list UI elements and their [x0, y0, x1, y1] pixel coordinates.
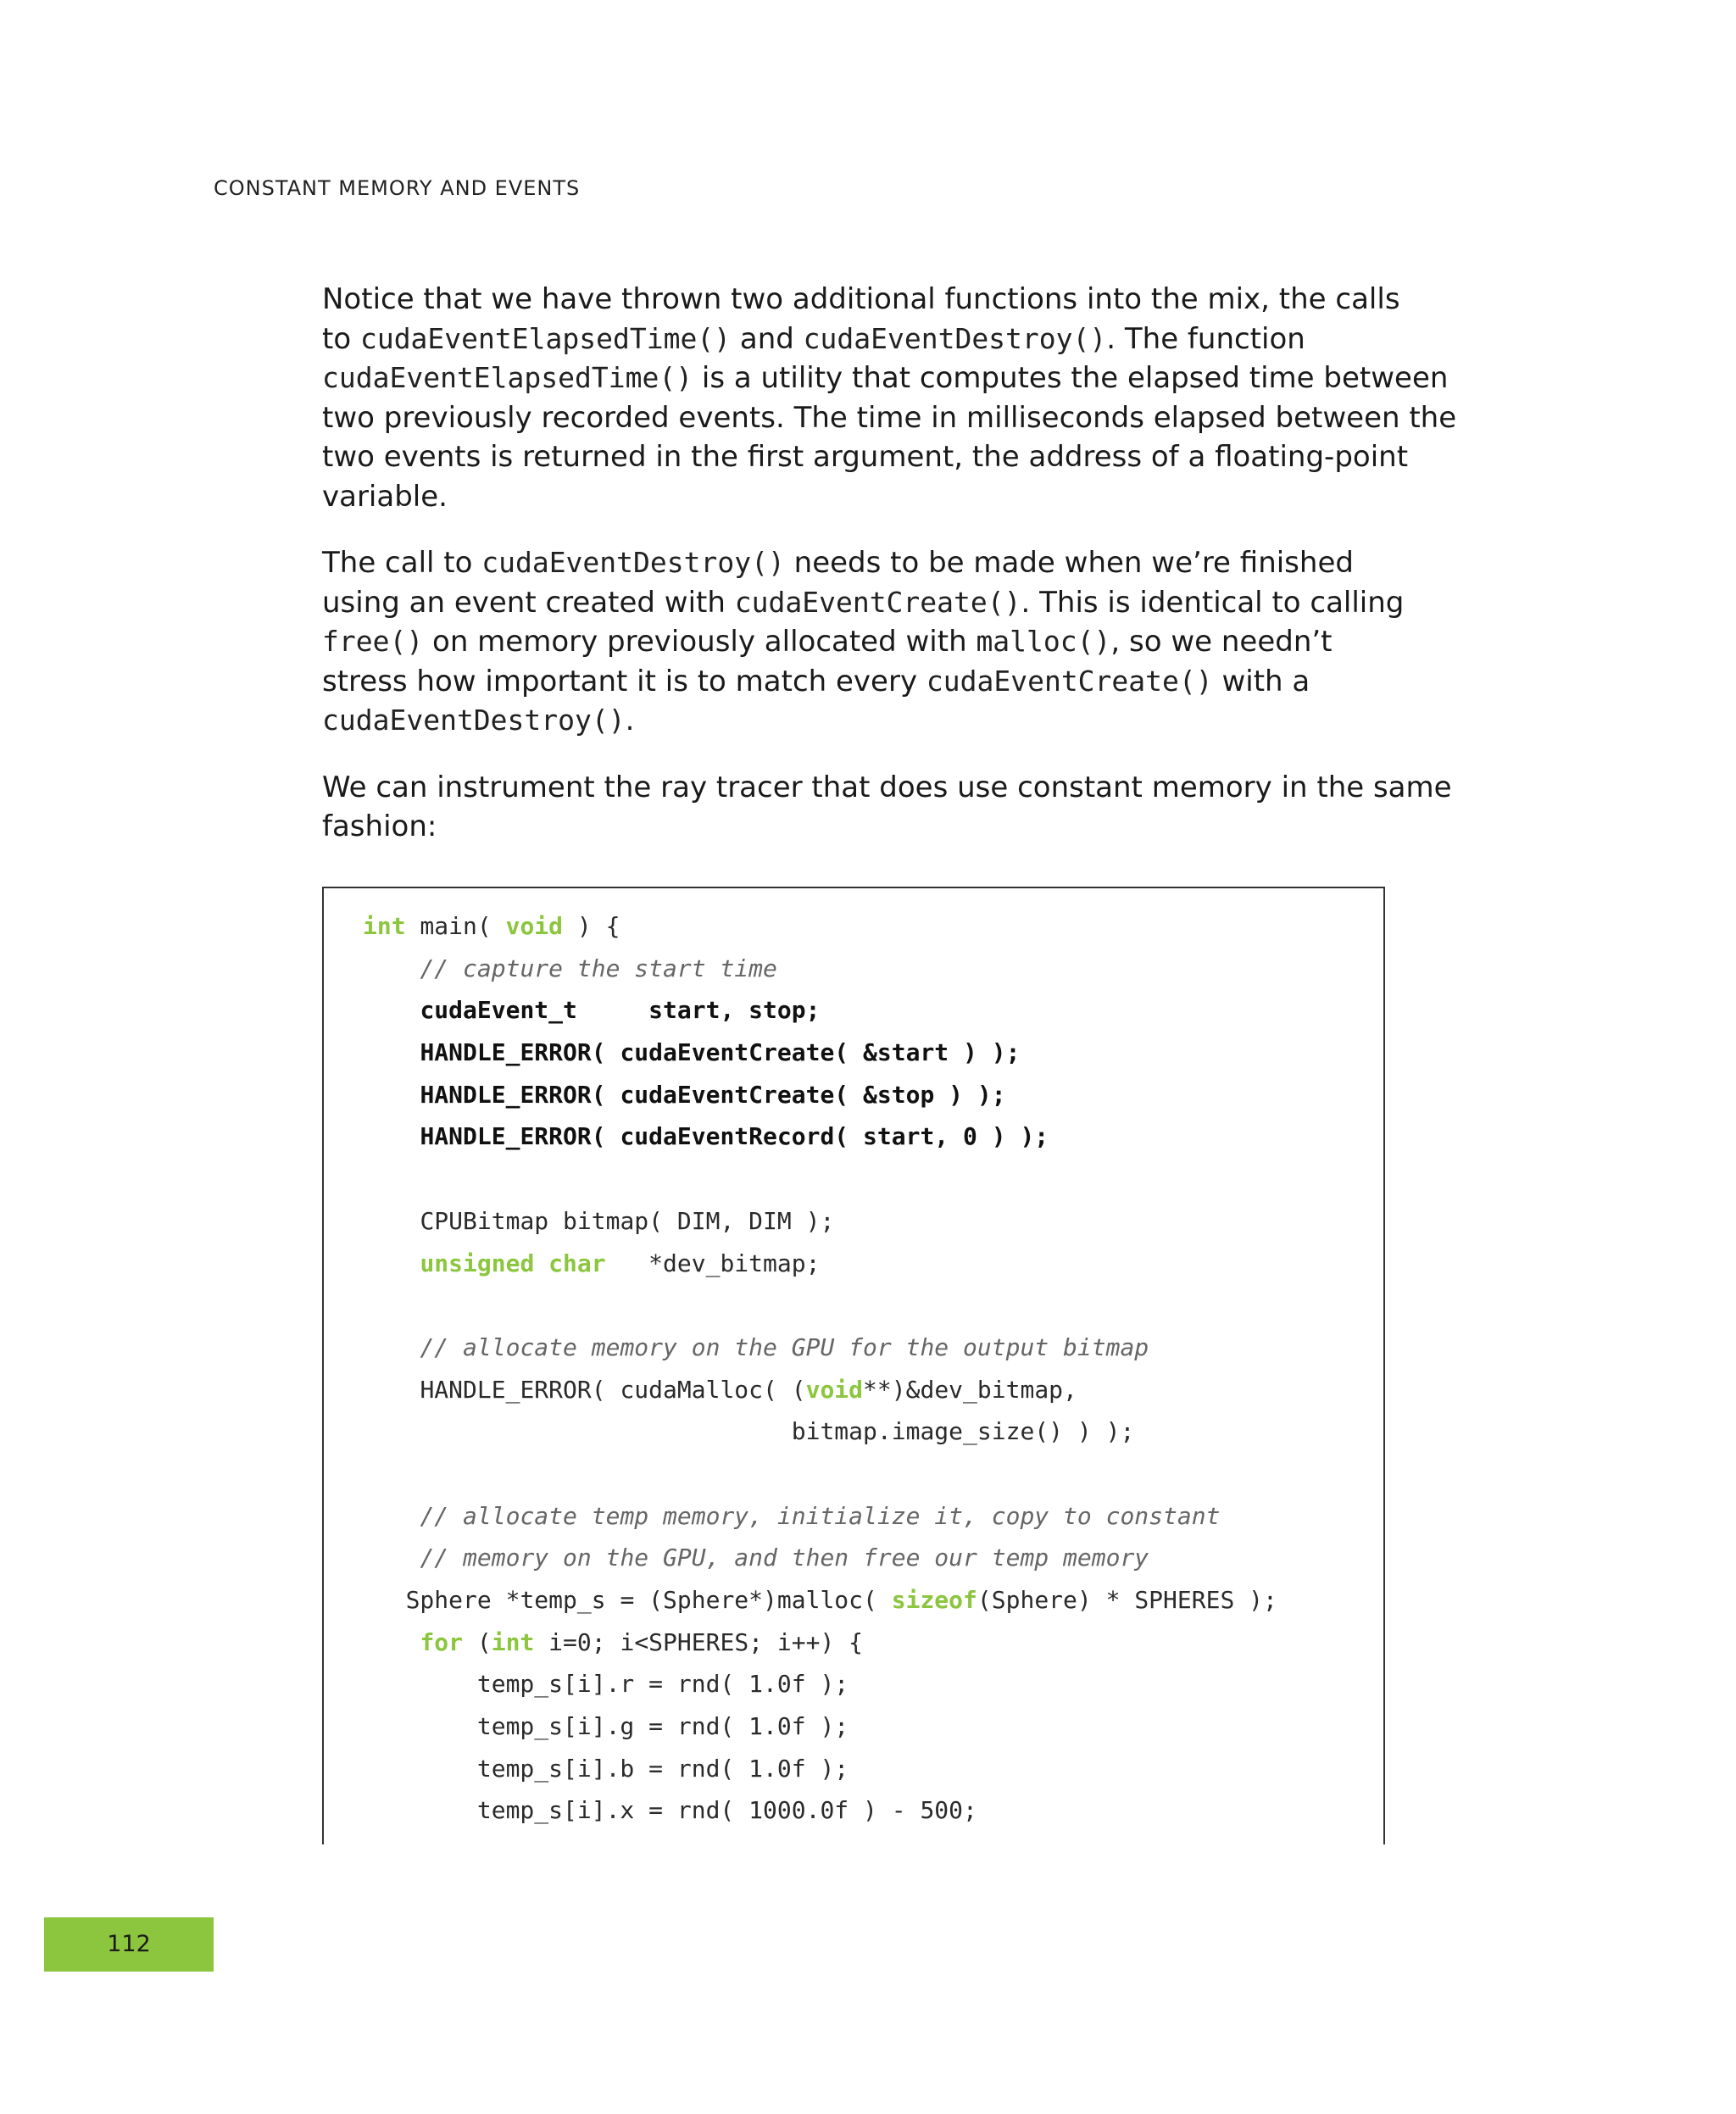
body-text [322, 280, 1457, 874]
code-keyword: int [491, 1627, 535, 1656]
inline-code: malloc() [976, 625, 1111, 658]
inline-code: cudaEventDestroy() [322, 704, 626, 737]
code-text: Sphere *temp_s = (Sphere*)malloc( [405, 1586, 892, 1614]
page-number: 112 [107, 1931, 151, 1957]
code-text: temp_s[i].g = rnd( 1.0f ); [476, 1712, 849, 1741]
code-text: temp_s[i].b = rnd( 1.0f ); [476, 1754, 849, 1783]
text-span: to [322, 321, 360, 356]
text-span: using an event created with [322, 585, 735, 620]
text-line: Notice that we have thrown two additional functions into the mix, the calls [322, 282, 1400, 316]
text-line: two previously recorded events. The time in milliseconds elapsed between the [322, 400, 1457, 435]
code-line [363, 1622, 1277, 1664]
code-text: i=0; i<SPHERES; i++) { [534, 1627, 864, 1656]
code-line [363, 1705, 1277, 1748]
code-text: bitmap.image_size() ) ); [791, 1417, 1135, 1446]
code-line [363, 1663, 1277, 1705]
page-number-tab [44, 1917, 214, 1972]
code-line-blank [363, 1284, 1277, 1327]
inline-code: free() [322, 625, 424, 658]
text-span: . [625, 704, 635, 737]
code-line [363, 1115, 1277, 1158]
text-span: with a [1212, 664, 1310, 698]
inline-code: cudaEventDestroy() [803, 321, 1107, 355]
code-line [363, 1537, 1277, 1579]
code-keyword: sizeof [891, 1586, 977, 1614]
code-bold: HANDLE_ERROR( cudaEventRecord( start, 0 ) ); [420, 1122, 1049, 1151]
code-line [363, 1410, 1277, 1453]
code-bold: HANDLE_ERROR( cudaEventCreate( &stop ) ); [420, 1080, 1006, 1109]
code-line [363, 1789, 1277, 1832]
text-span: , so we needn’t [1110, 625, 1333, 659]
text-line [322, 543, 1390, 583]
inline-code: cudaEventCreate() [734, 585, 1021, 619]
code-line-blank [363, 1453, 1277, 1495]
inline-code: cudaEventElapsedTime() [322, 361, 693, 394]
code-keyword: void [505, 912, 564, 940]
code-keyword: void [805, 1375, 864, 1404]
text-line [322, 701, 1390, 741]
paragraph-1 [322, 280, 1457, 516]
code-line [363, 1748, 1277, 1790]
code-line [363, 948, 1277, 990]
text-line: two events is returned in the first argument, the address of a floating-point [322, 440, 1409, 474]
code-line [363, 989, 1277, 1032]
code-text: **)&dev_bitmap, [863, 1375, 1077, 1404]
code-keyword: for [420, 1627, 464, 1656]
code-text: ) { [563, 912, 620, 940]
code-comment: // capture the start time [420, 954, 777, 982]
code-text: *dev_bitmap; [605, 1249, 821, 1277]
paragraph-3 [322, 768, 1452, 847]
code-bold: cudaEvent_t start, stop; [420, 996, 821, 1025]
code-line [363, 1369, 1277, 1411]
code-text: ( [463, 1627, 492, 1656]
text-span: . The function [1106, 321, 1305, 356]
text-span: needs to be made when we’re finished [784, 546, 1354, 580]
inline-code: cudaEventCreate() [926, 664, 1213, 698]
code-text: temp_s[i].r = rnd( 1.0f ); [476, 1670, 849, 1699]
text-line [322, 622, 1390, 662]
text-line [322, 583, 1405, 623]
code-block [363, 905, 1277, 1832]
code-text: HANDLE_ERROR( cudaMalloc( ( [420, 1375, 806, 1404]
code-line [363, 1327, 1277, 1369]
text-line [322, 662, 1390, 702]
code-bold: HANDLE_ERROR( cudaEventCreate( &start ) ); [420, 1038, 1021, 1067]
code-line [363, 1243, 1277, 1285]
code-keyword: unsigned char [420, 1249, 606, 1277]
code-line [363, 1579, 1277, 1622]
code-text: temp_s[i].x = rnd( 1000.0f ) - 500; [476, 1796, 977, 1825]
code-line-blank [363, 1158, 1277, 1200]
code-comment: // allocate temp memory, initialize it, copy to constant [420, 1501, 1221, 1530]
code-line [363, 905, 1277, 948]
text-line: variable. [322, 479, 448, 514]
text-span: is a utility that computes the elapsed time between [693, 361, 1449, 395]
text-span: on memory previously allocated with [423, 625, 976, 659]
code-line [363, 1200, 1277, 1243]
text-span: and [731, 321, 804, 356]
text-line: We can instrument the ray tracer that does use constant memory in the same [322, 770, 1452, 804]
code-line [363, 1495, 1277, 1538]
code-line [363, 1032, 1277, 1074]
text-span: The call to [322, 546, 482, 580]
code-comment: // allocate memory on the GPU for the output bitmap [420, 1332, 1149, 1361]
code-keyword: int [363, 912, 406, 940]
code-text: CPUBitmap bitmap( DIM, DIM ); [420, 1206, 835, 1235]
inline-code: cudaEventElapsedTime() [359, 321, 732, 355]
running-head: CONSTANT MEMORY AND EVENTS [214, 176, 581, 200]
code-listing [322, 887, 1385, 1844]
paragraph-2 [322, 543, 1405, 741]
text-span: stress how important it is to match every [322, 664, 926, 698]
text-line [322, 359, 1449, 398]
code-comment: // memory on the GPU, and then free our temp memory [420, 1544, 1149, 1572]
text-span: . This is identical to calling [1021, 585, 1405, 620]
text-line: fashion: [322, 809, 437, 843]
text-line [322, 320, 1390, 359]
inline-code: cudaEventDestroy() [481, 546, 785, 579]
code-text: main( [405, 912, 506, 940]
code-text: (Sphere) * SPHERES ); [976, 1586, 1277, 1614]
code-line [363, 1074, 1277, 1116]
